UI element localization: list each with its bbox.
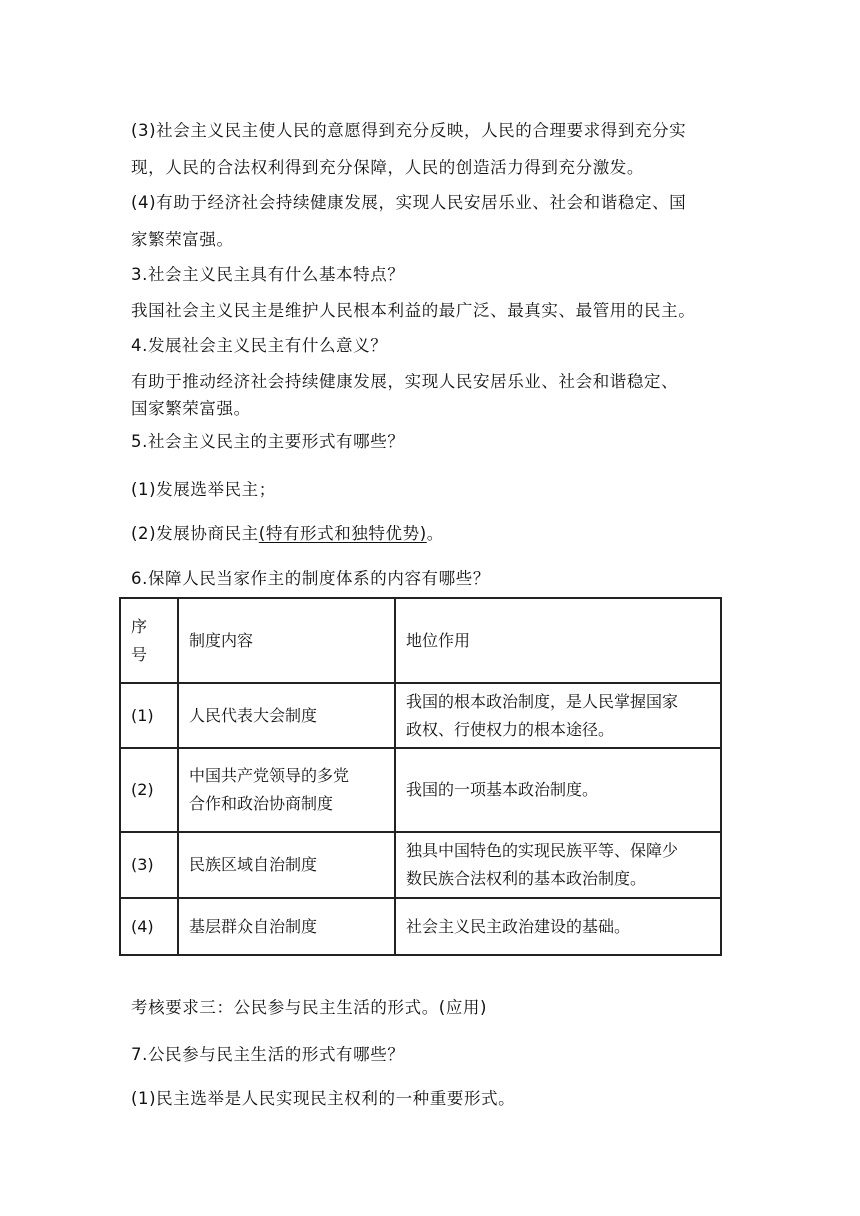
answer-5-item-1: (1)发展选举民主；: [131, 480, 276, 499]
row-content: 民族区域自治制度: [178, 832, 395, 898]
table-row: [120, 683, 721, 748]
row-number: (4): [120, 898, 178, 955]
answer-5-item-2-note: (特有形式和独特优势): [258, 524, 427, 543]
header-number: [120, 598, 178, 683]
row-role-line-1: 独具中国特色的实现民族平等、保障少: [406, 841, 679, 860]
row-number: (3): [120, 832, 178, 898]
table-row: [120, 898, 721, 955]
row-content-line-1: 中国共产党领导的多党: [189, 766, 350, 785]
question-3: 3.社会主义民主具有什么基本特点？: [131, 265, 405, 284]
row-content-line-2: 合作和政治协商制度: [189, 794, 334, 813]
row-role-line-1: 我国的根本政治制度，是人民掌握国家: [406, 691, 679, 711]
answer-7-item-1: (1)民主选举是人民实现民主权利的一种重要形式。: [131, 1089, 516, 1108]
header-number-line-2: 号: [131, 644, 148, 664]
answer-5-item-2-suffix: 。: [426, 524, 444, 543]
row-role-line-2: 数民族合法权利的基本政治制度。: [406, 869, 647, 888]
row-number: (1): [120, 683, 178, 748]
row-role: [395, 832, 721, 898]
row-number: (2): [120, 748, 178, 832]
table-header-row: [120, 598, 721, 683]
question-5: 5.社会主义民主的主要形式有哪些？: [131, 432, 405, 451]
answer-4-line-2: 国家繁荣富强。: [131, 399, 251, 418]
paragraph-3-line-1: (3)社会主义民主使人民的意愿得到充分反映，人民的合理要求得到充分实: [131, 121, 687, 140]
answer-3: 我国社会主义民主是维护人民根本利益的最广泛、最真实、最管用的民主。: [131, 301, 696, 320]
paragraph-3-line-2: 现，人民的合法权利得到充分保障，人民的创造活力得到充分激发。: [131, 158, 644, 177]
answer-4-line-1: 有助于推动经济社会持续健康发展，实现人民安居乐业、社会和谐稳定、: [131, 372, 679, 391]
row-role: 我国的一项基本政治制度。: [395, 748, 721, 832]
paragraph-4-line-2: 家繁荣富强。: [131, 230, 234, 249]
row-role-line-2: 政权、行使权力的根本途径。: [406, 719, 615, 739]
question-4: 4.发展社会主义民主有什么意义？: [131, 336, 388, 355]
row-content: 人民代表大会制度: [178, 683, 395, 748]
answer-5-item-2-prefix: (2)发展协商民主: [131, 524, 259, 543]
table-row: [120, 748, 721, 832]
row-content: [178, 748, 395, 832]
table-row: [120, 832, 721, 898]
requirement-3: 考核要求三：公民参与民主生活的形式。(应用): [131, 998, 488, 1017]
answer-5-item-2: [131, 520, 444, 544]
row-role: [395, 683, 721, 748]
paragraph-4-line-1: (4)有助于经济社会持续健康发展，实现人民安居乐业、社会和谐稳定、国: [131, 193, 687, 212]
row-role: 社会主义民主政治建设的基础。: [395, 898, 721, 955]
header-number-line-1: 序: [131, 616, 148, 636]
question-6: 6.保障人民当家作主的制度体系的内容有哪些？: [131, 569, 490, 588]
row-content: 基层群众自治制度: [178, 898, 395, 955]
system-table: [119, 597, 722, 956]
question-7: 7.公民参与民主生活的形式有哪些？: [131, 1045, 405, 1064]
header-content: 制度内容: [178, 598, 395, 683]
header-role: 地位作用: [395, 598, 721, 683]
